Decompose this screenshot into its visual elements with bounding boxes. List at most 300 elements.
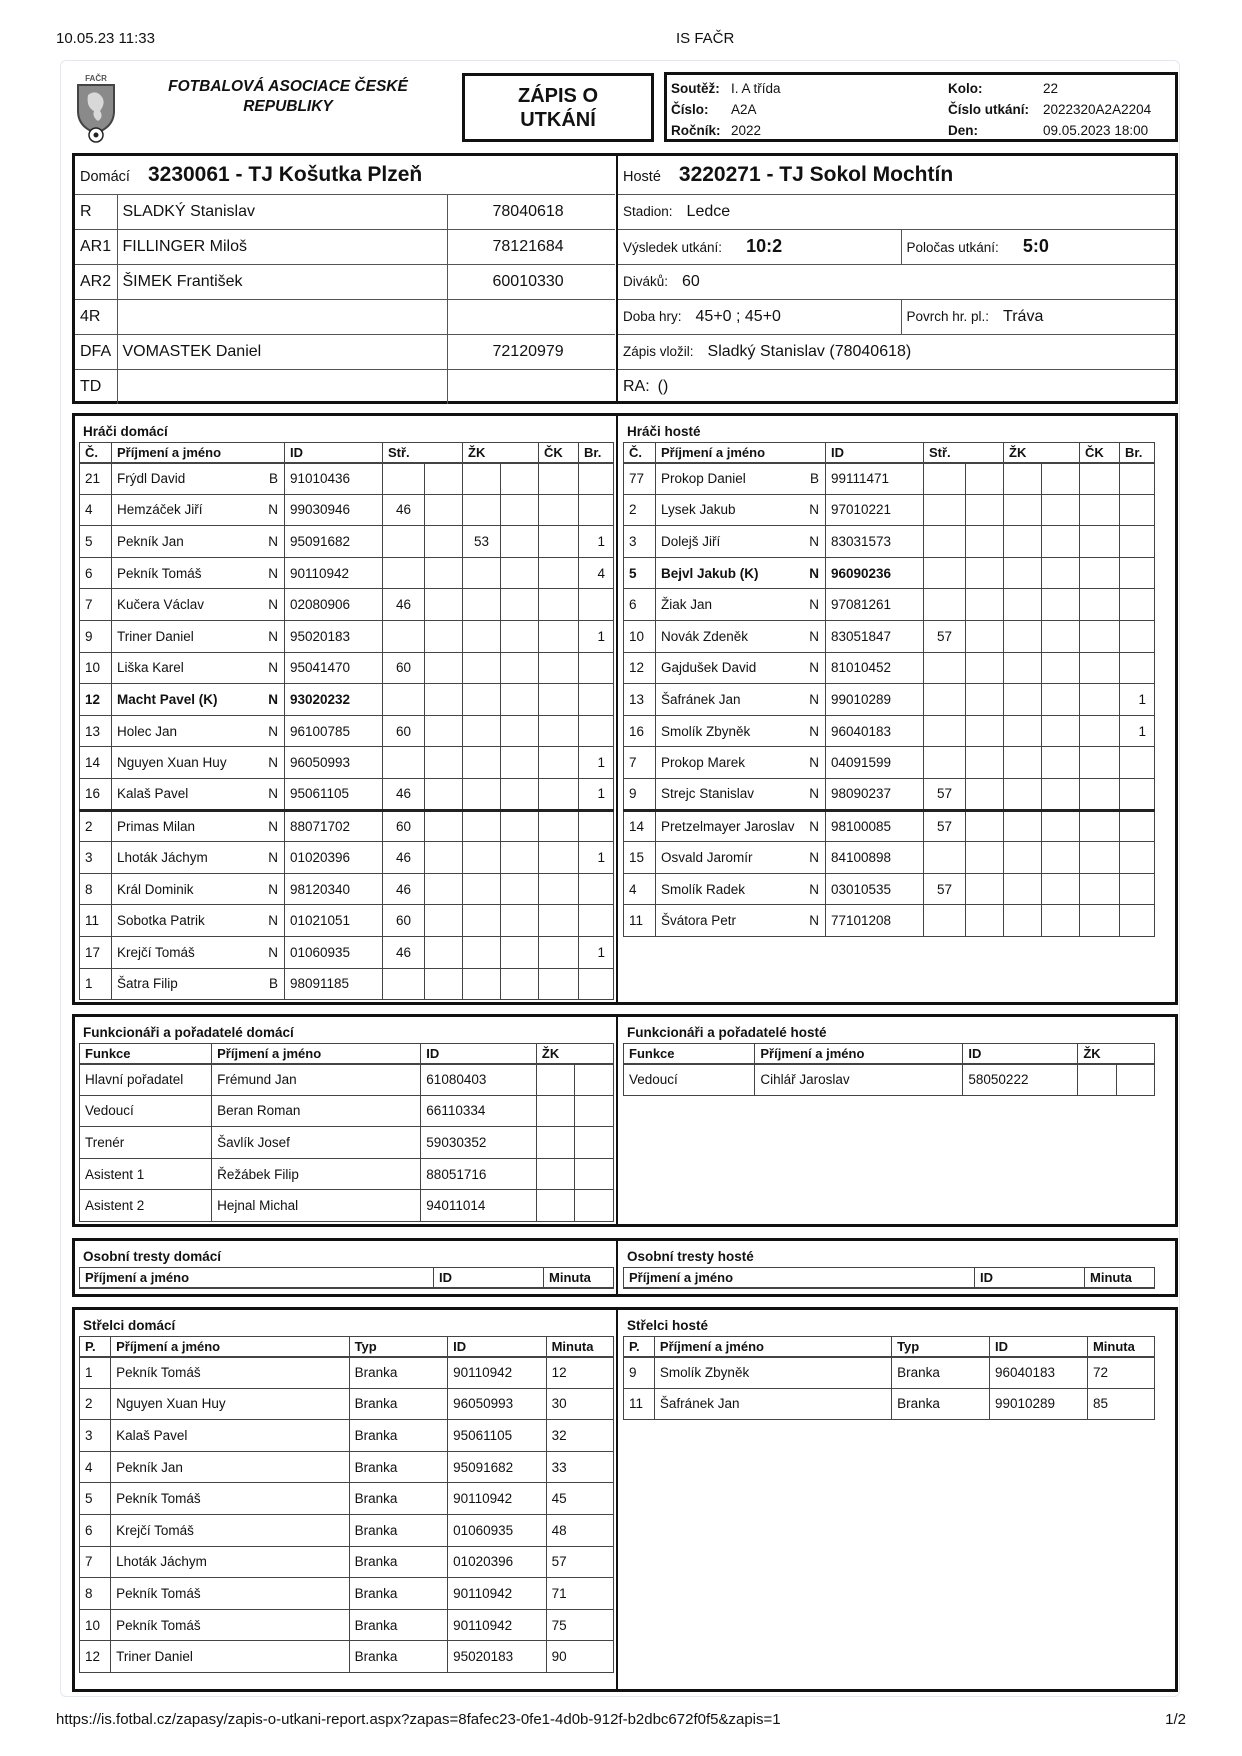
player-sub-extra: [425, 526, 463, 558]
player-yellow-card: [463, 557, 501, 589]
divider: [616, 1241, 618, 1294]
official-role: AR1: [75, 229, 117, 264]
scorer-name: Pekník Tomáš: [111, 1357, 349, 1389]
player-goals: [579, 968, 614, 1000]
player-sub-extra: [425, 684, 463, 716]
player-row: [80, 810, 614, 842]
player-row: [80, 747, 614, 779]
player-number: 3: [624, 526, 656, 558]
player-number: 11: [624, 905, 656, 937]
player-yellow-card: [463, 936, 501, 968]
player-nationality: N: [802, 747, 826, 779]
player-number: 10: [624, 620, 656, 652]
column-header-col-name: Příjmení a jméno: [624, 1268, 975, 1288]
player-yellow-card-2: [501, 589, 539, 621]
column-header-col-id: ID: [990, 1337, 1088, 1357]
player-goals: [1120, 747, 1155, 779]
player-yellow-card: [463, 684, 501, 716]
doc-title-line1: ZÁPIS O: [517, 85, 598, 107]
match-no-label: Číslo utkání:: [948, 102, 1030, 117]
season-label: Ročník:: [671, 123, 721, 138]
player-sub-minute: [924, 526, 966, 558]
player-name: Bejvl Jakub (K): [656, 557, 802, 589]
player-row: [80, 842, 614, 874]
player-sub-minute: [924, 557, 966, 589]
staff-yellow-card: [536, 1064, 575, 1096]
player-yellow-card-2: [1042, 747, 1080, 779]
away-staff-section: [623, 1017, 1155, 1224]
away-players-section: [623, 416, 1155, 1002]
player-red-card: [1080, 557, 1120, 589]
staff-function: Hlavní pořadatel: [80, 1064, 212, 1096]
official-name: ŠIMEK František: [117, 264, 447, 299]
official-name: [117, 369, 447, 404]
player-name: Frýdl David: [112, 463, 261, 495]
player-goals: [1120, 589, 1155, 621]
staff-function: Vedoucí: [80, 1095, 212, 1127]
player-yellow-card: [1004, 873, 1042, 905]
home-scorers-title: Střelci domácí: [83, 1318, 176, 1333]
column-header-col-id: ID: [285, 443, 383, 463]
scorer-name: Pekník Tomáš: [111, 1483, 349, 1515]
player-yellow-card: [1004, 715, 1042, 747]
scorer-minute: 71: [546, 1578, 613, 1610]
player-yellow-card: [463, 463, 501, 495]
ra-value: (): [657, 377, 669, 395]
scorer-name: Šafránek Jan: [654, 1388, 891, 1420]
player-red-card: [1080, 526, 1120, 558]
scorer-order: 2: [80, 1388, 111, 1420]
player-name: Sobotka Patrik: [112, 905, 261, 937]
player-sub-extra: [966, 463, 1004, 495]
scorer-order: 8: [80, 1578, 111, 1610]
player-name: Gajdušek David: [656, 652, 802, 684]
player-sub-extra: [425, 936, 463, 968]
staff-row: [80, 1190, 614, 1222]
player-yellow-card: [463, 873, 501, 905]
player-row: [624, 589, 1155, 621]
player-yellow-card-2: [501, 747, 539, 779]
scorer-minute: 57: [546, 1546, 613, 1578]
player-red-card: [539, 557, 579, 589]
official-row: [75, 369, 615, 404]
official-id: [447, 369, 615, 404]
player-name: Prokop Marek: [656, 747, 802, 779]
official-row: [75, 264, 615, 299]
player-id: 95041470: [285, 652, 383, 684]
player-sub-minute: [383, 747, 425, 779]
scorer-id: 99010289: [990, 1388, 1088, 1420]
facr-logo-icon: [72, 73, 120, 143]
player-number: 5: [80, 526, 112, 558]
player-goals: [1120, 810, 1155, 842]
home-penalties-title: Osobní tresty domácí: [83, 1249, 222, 1264]
print-datetime: 10.05.23 11:33: [56, 30, 155, 47]
away-penalties-section: [623, 1241, 1155, 1294]
scorer-id: 90110942: [448, 1609, 547, 1641]
scorer-name: Nguyen Xuan Huy: [111, 1388, 349, 1420]
player-yellow-card: [463, 652, 501, 684]
column-header-col-id: ID: [963, 1044, 1078, 1064]
scorer-type: Branka: [349, 1578, 448, 1610]
player-name: Pekník Jan: [112, 526, 261, 558]
scorer-minute: 45: [546, 1483, 613, 1515]
away-players-table: [623, 442, 1155, 937]
column-header-col-no: Č.: [624, 443, 656, 463]
player-nationality: N: [802, 557, 826, 589]
scorer-name: Triner Daniel: [111, 1641, 349, 1673]
player-sub-extra: [966, 589, 1004, 621]
player-id: 88071702: [285, 810, 383, 842]
player-sub-minute: 46: [383, 494, 425, 526]
player-name: Lysek Jakub: [656, 494, 802, 526]
player-row: [80, 684, 614, 716]
official-name: SLADKÝ Stanislav: [117, 194, 447, 229]
scorer-minute: 72: [1087, 1357, 1154, 1389]
player-number: 3: [80, 842, 112, 874]
staff-id: 61080403: [421, 1064, 537, 1096]
result-cell: [618, 229, 901, 264]
player-goals: [579, 684, 614, 716]
scorer-name: Pekník Tomáš: [111, 1609, 349, 1641]
player-goals: 1: [1120, 715, 1155, 747]
staff-function: Asistent 2: [80, 1190, 212, 1222]
player-name: Macht Pavel (K): [112, 684, 261, 716]
player-yellow-card: [463, 715, 501, 747]
scorer-id: 96040183: [990, 1357, 1088, 1389]
player-goals: 1: [579, 620, 614, 652]
staff-id: 66110334: [421, 1095, 537, 1127]
player-yellow-card-2: [501, 873, 539, 905]
player-id: 91010436: [285, 463, 383, 495]
away-staff-title: Funkcionáři a pořadatelé hosté: [627, 1025, 827, 1040]
player-nationality: N: [261, 526, 285, 558]
player-yellow-card: [463, 905, 501, 937]
player-yellow-card-2: [501, 620, 539, 652]
away-team-name: 3220271 - TJ Sokol Mochtín: [678, 162, 954, 186]
away-team-label: Hosté: [623, 168, 661, 185]
player-red-card: [1080, 684, 1120, 716]
player-nationality: N: [261, 873, 285, 905]
column-header-col-name: Příjmení a jméno: [656, 443, 826, 463]
column-header-col-goals: Br.: [1120, 443, 1155, 463]
organization-name: [158, 77, 418, 117]
scorer-name: Lhoták Jáchym: [111, 1546, 349, 1578]
away-staff-table: [623, 1043, 1155, 1096]
player-goals: [1120, 873, 1155, 905]
player-yellow-card: [1004, 463, 1042, 495]
player-id: 90110942: [285, 557, 383, 589]
home-staff-section: [79, 1017, 614, 1224]
player-goals: [579, 494, 614, 526]
halftime-cell: [901, 229, 1175, 264]
player-goals: 1: [579, 778, 614, 810]
player-nationality: N: [261, 589, 285, 621]
player-yellow-card: [1004, 778, 1042, 810]
player-yellow-card: [1004, 526, 1042, 558]
column-header-col-no: Č.: [80, 443, 112, 463]
scorer-type: Branka: [892, 1388, 990, 1420]
player-red-card: [539, 873, 579, 905]
player-yellow-card-2: [1042, 873, 1080, 905]
scorer-minute: 33: [546, 1451, 613, 1483]
staff-yellow-card-2: [1116, 1064, 1154, 1096]
home-officials: [75, 156, 615, 401]
staff-name: Řežábek Filip: [212, 1158, 421, 1190]
player-name: Holec Jan: [112, 715, 261, 747]
player-sub-extra: [966, 747, 1004, 779]
player-number: 12: [624, 652, 656, 684]
player-row: [624, 747, 1155, 779]
player-name: Dolejš Jiří: [656, 526, 802, 558]
player-goals: [1120, 905, 1155, 937]
round-value: 22: [1043, 81, 1059, 96]
competition-label: Soutěž:: [671, 81, 720, 96]
player-goals: [1120, 557, 1155, 589]
player-sub-extra: [966, 873, 1004, 905]
player-sub-minute: [383, 684, 425, 716]
scorer-id: 95091682: [448, 1451, 547, 1483]
player-name: Novák Zdeněk: [656, 620, 802, 652]
scorer-name: Pekník Tomáš: [111, 1578, 349, 1610]
player-name: Pretzelmayer Jaroslav: [656, 810, 802, 842]
scorer-row: [80, 1546, 614, 1578]
player-id: 99010289: [826, 684, 924, 716]
player-goals: [1120, 620, 1155, 652]
players-block: [72, 413, 1178, 1005]
player-yellow-card: [463, 747, 501, 779]
result-label: Výsledek utkání:: [623, 240, 723, 255]
player-sub-extra: [425, 842, 463, 874]
column-header-col-id: ID: [826, 443, 924, 463]
player-row: [80, 905, 614, 937]
scorer-minute: 90: [546, 1641, 613, 1673]
player-row: [80, 715, 614, 747]
player-nationality: N: [261, 715, 285, 747]
surface-value: Tráva: [1003, 307, 1044, 325]
staff-yellow-card: [536, 1158, 575, 1190]
player-sub-minute: 57: [924, 620, 966, 652]
org-name-line1: FOTBALOVÁ ASOCIACE ČESKÉ: [168, 78, 408, 95]
scorer-row: [80, 1451, 614, 1483]
stadium-label: Stadion:: [623, 203, 673, 219]
staff-row: [80, 1095, 614, 1127]
player-name: Nguyen Xuan Huy: [112, 747, 261, 779]
player-yellow-card: 53: [463, 526, 501, 558]
stadium-cell: [618, 194, 1175, 229]
official-name: [117, 299, 447, 334]
staff-function: Vedoucí: [624, 1064, 755, 1096]
player-yellow-card-2: [501, 684, 539, 716]
player-yellow-card: [1004, 557, 1042, 589]
player-row: [624, 873, 1155, 905]
player-yellow-card-2: [1042, 778, 1080, 810]
scorer-minute: 75: [546, 1609, 613, 1641]
player-red-card: [539, 747, 579, 779]
player-id: 97081261: [826, 589, 924, 621]
scorer-order: 1: [80, 1357, 111, 1389]
player-name: Hemzáček Jiří: [112, 494, 261, 526]
scorer-order: 7: [80, 1546, 111, 1578]
home-team-name: 3230061 - TJ Košutka Plzeň: [147, 162, 423, 186]
player-id: 81010452: [826, 652, 924, 684]
player-id: 99111471: [826, 463, 924, 495]
column-header-col-goals: Br.: [579, 443, 614, 463]
player-sub-extra: [966, 494, 1004, 526]
player-number: 4: [80, 494, 112, 526]
staff-yellow-card: [536, 1095, 575, 1127]
document-title: [462, 73, 654, 142]
player-name: Král Dominik: [112, 873, 261, 905]
column-header-col-yc: ŽK: [1078, 1044, 1155, 1064]
player-name: Lhoták Jáchym: [112, 842, 261, 874]
player-yellow-card: [463, 589, 501, 621]
player-number: 16: [80, 778, 112, 810]
player-goals: [579, 905, 614, 937]
player-nationality: B: [261, 968, 285, 1000]
player-yellow-card-2: [1042, 463, 1080, 495]
player-sub-extra: [425, 905, 463, 937]
official-id: 78040618: [447, 194, 615, 229]
player-name: Krejčí Tomáš: [112, 936, 261, 968]
ra-label: RA:: [623, 377, 650, 395]
player-id: 95091682: [285, 526, 383, 558]
away-team-header: [618, 156, 1175, 194]
player-goals: 1: [579, 526, 614, 558]
player-red-card: [1080, 652, 1120, 684]
divider: [616, 416, 618, 1002]
staff-name: Beran Roman: [212, 1095, 421, 1127]
official-role: 4R: [75, 299, 117, 334]
player-nationality: N: [802, 778, 826, 810]
player-red-card: [1080, 778, 1120, 810]
halftime-label: Poločas utkání:: [906, 240, 999, 255]
player-goals: [1120, 463, 1155, 495]
scorer-row: [624, 1357, 1155, 1389]
player-number: 1: [80, 968, 112, 1000]
entered-by-label: Zápis vložil:: [623, 343, 694, 359]
home-team-header: [75, 156, 615, 194]
player-id: 99030946: [285, 494, 383, 526]
column-header-col-rc: ČK: [1080, 443, 1120, 463]
scorer-type: Branka: [349, 1388, 448, 1420]
official-row: [75, 229, 615, 264]
player-sub-extra: [425, 620, 463, 652]
staff-id: 59030352: [421, 1127, 537, 1159]
player-name: Šafránek Jan: [656, 684, 802, 716]
player-id: 98090237: [826, 778, 924, 810]
scorers-block: [72, 1307, 1178, 1692]
official-role: DFA: [75, 334, 117, 369]
staff-row: [80, 1127, 614, 1159]
player-id: 96100785: [285, 715, 383, 747]
official-id: 78121684: [447, 229, 615, 264]
player-nationality: N: [261, 652, 285, 684]
player-goals: 1: [579, 936, 614, 968]
player-yellow-card: [463, 494, 501, 526]
player-sub-minute: [924, 842, 966, 874]
player-yellow-card: [1004, 652, 1042, 684]
player-sub-minute: 57: [924, 810, 966, 842]
away-players-title: Hráči hosté: [627, 424, 701, 439]
official-role: TD: [75, 369, 117, 404]
official-role: R: [75, 194, 117, 229]
doc-title-line2: UTKÁNÍ: [520, 109, 596, 131]
player-sub-extra: [425, 778, 463, 810]
player-number: 12: [80, 684, 112, 716]
player-yellow-card-2: [1042, 557, 1080, 589]
player-number: 14: [80, 747, 112, 779]
player-name: Pekník Tomáš: [112, 557, 261, 589]
player-sub-extra: [966, 842, 1004, 874]
scorer-row: [80, 1609, 614, 1641]
player-nationality: N: [802, 652, 826, 684]
player-sub-minute: [924, 684, 966, 716]
scorer-name: Krejčí Tomáš: [111, 1514, 349, 1546]
player-red-card: [539, 652, 579, 684]
player-sub-minute: 46: [383, 778, 425, 810]
player-nationality: N: [802, 684, 826, 716]
player-red-card: [539, 684, 579, 716]
scorer-order: 5: [80, 1483, 111, 1515]
player-sub-extra: [966, 652, 1004, 684]
player-sub-minute: [383, 968, 425, 1000]
scorer-name: Smolík Zbyněk: [654, 1357, 891, 1389]
player-number: 5: [624, 557, 656, 589]
column-header-col-name: Příjmení a jméno: [212, 1044, 421, 1064]
staff-name: Hejnal Michal: [212, 1190, 421, 1222]
ra-cell: [618, 369, 1175, 404]
player-red-card: [539, 494, 579, 526]
player-row: [624, 778, 1155, 810]
home-scorers-section: [79, 1310, 614, 1689]
column-header-col-minute: Minuta: [544, 1268, 614, 1288]
player-nationality: N: [261, 905, 285, 937]
player-name: Švátora Petr: [656, 905, 802, 937]
home-players-title: Hráči domácí: [83, 424, 168, 439]
official-row: [75, 334, 615, 369]
player-sub-minute: 57: [924, 873, 966, 905]
official-name: FILLINGER Miloš: [117, 229, 447, 264]
player-sub-minute: [383, 557, 425, 589]
page-number: 1/2: [1165, 1711, 1186, 1728]
player-id: 96050993: [285, 747, 383, 779]
scorer-order: 9: [624, 1357, 655, 1389]
staff-function: Trenér: [80, 1127, 212, 1159]
spectators-label: Diváků:: [623, 273, 669, 289]
staff-yellow-card-2: [575, 1064, 614, 1096]
player-id: 01020396: [285, 842, 383, 874]
staff-name: Cihlář Jaroslav: [755, 1064, 963, 1096]
player-red-card: [1080, 494, 1120, 526]
player-yellow-card-2: [501, 652, 539, 684]
player-yellow-card-2: [501, 463, 539, 495]
player-number: 10: [80, 652, 112, 684]
player-red-card: [539, 842, 579, 874]
scorer-name: Pekník Jan: [111, 1451, 349, 1483]
away-penalties-table: [623, 1267, 1155, 1289]
player-name: Žiak Jan: [656, 589, 802, 621]
player-nationality: N: [261, 778, 285, 810]
teams-officials-block: [72, 153, 1178, 404]
player-name: Prokop Daniel: [656, 463, 802, 495]
scorer-type: Branka: [349, 1609, 448, 1641]
scorer-order: 6: [80, 1514, 111, 1546]
player-row: [624, 494, 1155, 526]
player-sub-minute: [924, 747, 966, 779]
player-red-card: [1080, 589, 1120, 621]
player-sub-minute: [924, 463, 966, 495]
